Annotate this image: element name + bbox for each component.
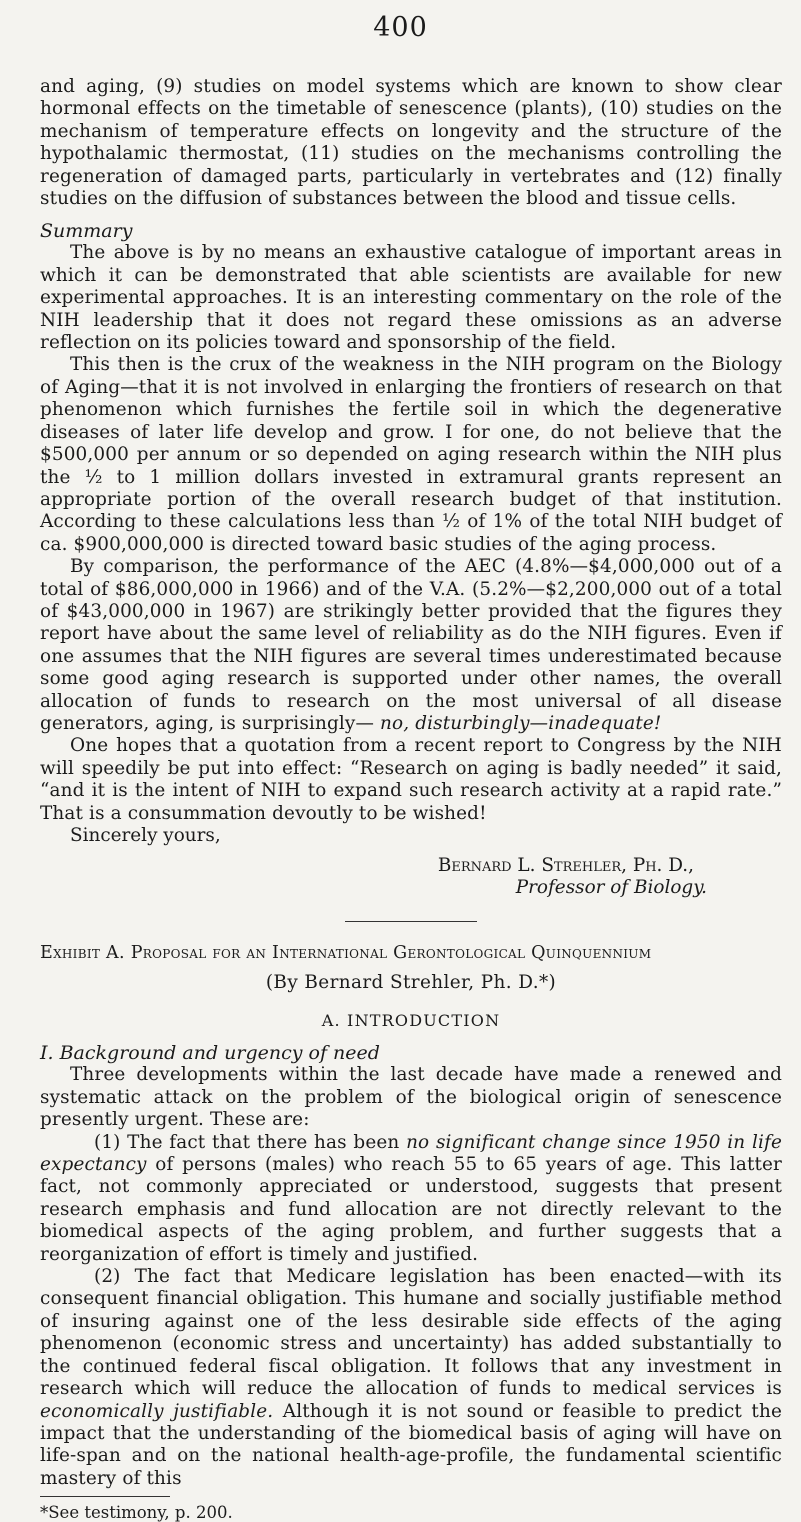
summary-paragraph-1: The above is by no means an exhaustive catalogue of important areas in which it can be demonstrated that able scientists are available for new experimental approaches. It is an interesting commentary on the role of the NIH leadership that it does not regard these omissions as an adverse reflection on its policies toward and sponsorship of the field. — [40, 242, 782, 354]
signature-title: Professor of Biology. — [515, 877, 707, 899]
item-2-rest: Although it is not sound or feasible to predict the impact that the understanding of the biomedical basis of aging will have on life-span and on the national health-age-profile, the fundamental scientific mastery of this — [40, 1400, 782, 1489]
footnote-rule — [40, 1496, 170, 1497]
summary-paragraph-2: This then is the crux of the weakness in the NIH program on the Biology of Aging—that it is not involved in enlarging the frontiers of research on that phenomenon which furnishes the fertile soil in which the degenerative diseases of later life develop and grow. I for one, do not believe that the $500,000 per annum or so depended on aging research within the NIH plus the ½ to 1 million dollars invested in extramural grants represent an appropriate portion of the overall research budget of that institution. According to these calculations less than ½ of 1% of the total NIH budget of ca. $900,000,000 is directed toward basic studies of the aging process. — [40, 354, 782, 555]
page-number: 400 — [373, 12, 428, 43]
paragraph-continued: and aging, (9) studies on model systems which are known to show clear hormonal effects on the timetable of senescence (plants), (10) studies on the mechanism of temperature effects on longevity and the structure of the hypothalamic thermostat, (11) studies on the mechanisms controlling the regeneration of damaged parts, particularly in vertebrates and (12) finally studies on the diffusion of substances between the blood and tissue cells. — [40, 76, 782, 210]
summary-p3-text: By comparison, the performance of the AEC (4.8%—$4,000,000 out of a total of $86,000,000 in 1966) and of the V.A. (5.2%—$2,200,000 out of a total of $43,000,000 in 1967) are strikingly better provided that the figures they report have about the same level of reliability as do the NIH figures. Even if one assumes that the NIH figures are several times underestimated because some good aging research is supported under other names, the overall allocation of funds to research on the most universal of all disease generators, aging, is surprisingly— — [40, 556, 782, 734]
intro-paragraph: Three developments within the last decade have made a renewed and systematic attack on the problem of the biological origin of senescence presently urgent. These are: — [40, 1064, 782, 1131]
item-1-lead: (1) The fact that there has been — [94, 1131, 407, 1153]
section-heading-introduction: A. INTRODUCTION — [321, 1011, 501, 1031]
item-1-italic: no significant change since 1950 in life expectancy — [40, 1131, 783, 1176]
item-2-italic: economically justifiable. — [40, 1400, 274, 1422]
exhibit-title: Exhibit A. Proposal for an International Gerontological Quinquennium — [40, 943, 652, 964]
page-body — [40, 0, 782, 1522]
summary-heading: Summary — [40, 220, 133, 243]
closing: Sincerely yours, — [70, 825, 221, 846]
subheading-background: I. Backgrou​nd and urgency of need — [40, 1042, 380, 1065]
item-1-rest: of persons (males) who reach 55 to 65 years of age. This latter fact, not commonly appreciated or understood, suggests that present research emphasis and fund allocation are not directly relevant to the biomedical aspects of the aging problem, and further suggests that a reorganization of effort is timely and justified. — [40, 1154, 782, 1265]
summary-paragraph-3 — [40, 556, 782, 735]
item-2 — [40, 1266, 782, 1490]
item-2-main: (2) The fact that Medicare legislation has been enacted—with its consequent financial obligation. This humane and socially justifiable method of insuring against one of the less desirable side effects of the aging phenomenon (economic stress and uncertainty) has added substantially to the continued federal fiscal obligation. It follows that any investment in research which will reduce the allocation of funds to medical services is — [40, 1266, 782, 1400]
byline: (By Bernard Strehler, Ph. D.*) — [265, 972, 557, 994]
summary-p3-italic: no, disturbingly—inadequate! — [379, 712, 662, 734]
signature-name: Bernard L. Strehler, Ph. D., — [437, 855, 694, 877]
item-1 — [40, 1132, 782, 1266]
section-divider — [345, 921, 477, 922]
footnote: *See testimony, p. 200. — [40, 1503, 233, 1522]
summary-paragraph-4: One hopes that a quotation from a recent report to Congress by the NIH will speedily be put into effect: “Research on aging is badly needed” it said, “and it is the intent of NIH to expand such research activity at a rapid rate.” That is a consummation devoutly to be wished! — [40, 735, 782, 824]
